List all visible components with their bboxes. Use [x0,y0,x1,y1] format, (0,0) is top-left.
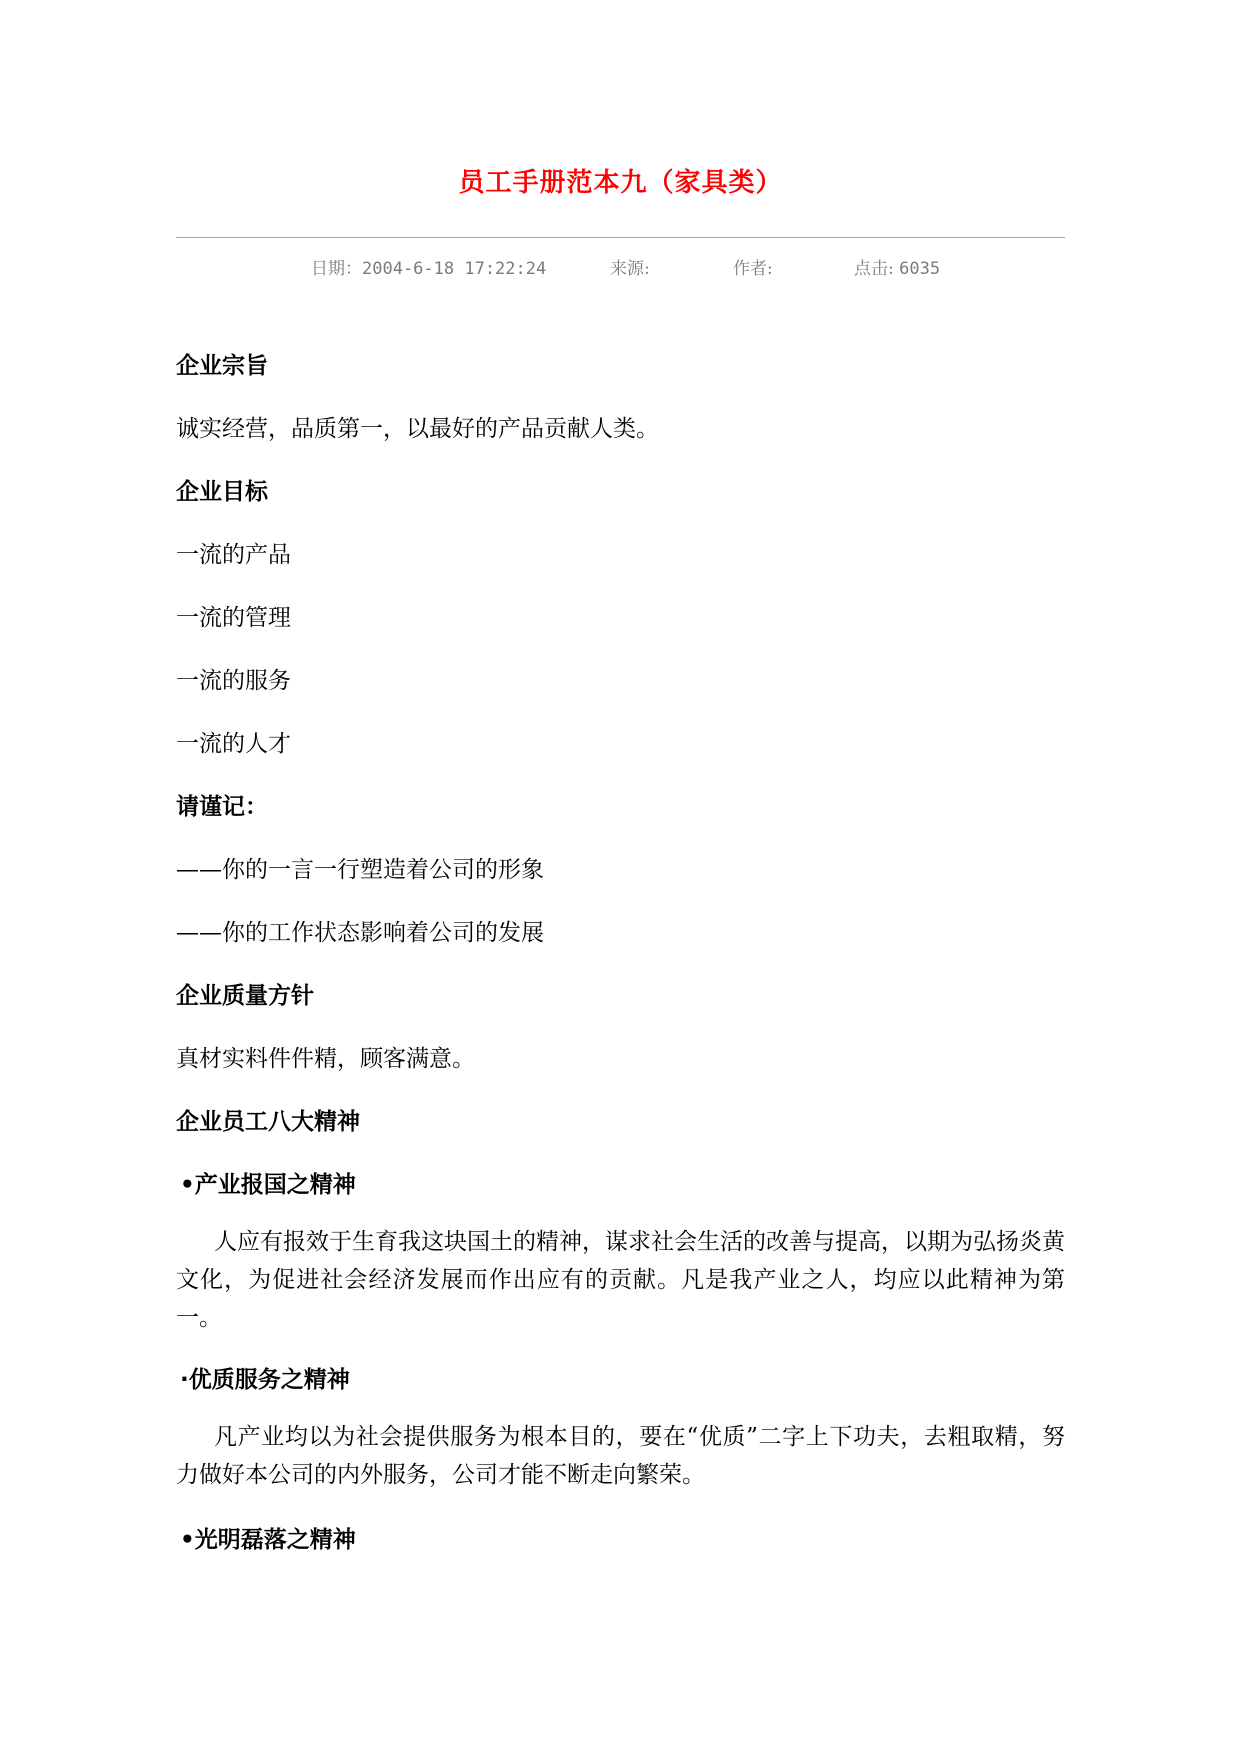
quality-text: 真材实料件件精，顾客满意。 [176,1046,475,1072]
meta-author-label: 作者: [733,259,773,279]
meta-hits-label: 点击: [854,259,894,279]
spirit-text: 人应有报效于生育我这块国土的精神，谋求社会生活的改善与提高，以期为弘扬炎黄文化，为促进社会经济发展而作出应有的贡献。凡是我产业之人，均应以此精神为第一。 [176,1229,1065,1331]
meta-date-label: 日期： [311,259,362,279]
meta-hits [854,254,940,279]
meta-date-value: 2004-6-18 17:22:24 [362,259,547,279]
purpose-text: 诚实经营，品质第一，以最好的产品贡献人类。 [176,416,659,442]
title-divider [176,237,1065,238]
quality-heading: 企业质量方针 [176,983,314,1009]
purpose-heading: 企业宗旨 [176,353,268,379]
spirit-text: 凡产业均以为社会提供服务为根本目的，要在“优质”二字上下功夫，去粗取精，努力做好本公司的内外服务，公司才能不断走向繁荣。 [176,1424,1065,1488]
document-title: 员工手册范本九（家具类） [458,168,783,198]
remember-item: ——你的一言一行塑造着公司的形象 [176,857,544,883]
meta-source-label: 来源: [610,259,650,279]
goal-item: 一流的人才 [176,731,291,757]
remember-item: ——你的工作状态影响着公司的发展 [176,920,544,946]
meta-date [311,254,546,279]
spirit-heading: 企业员工八大精神 [176,1109,360,1135]
spirit-title: ·优质服务之精神 [180,1367,350,1393]
goal-item: 一流的产品 [176,542,291,568]
meta-author [733,254,773,279]
goal-item: 一流的管理 [176,605,291,631]
spirit-title: •产业报国之精神 [180,1172,356,1198]
spirit-title: •光明磊落之精神 [180,1527,356,1553]
meta-source [610,254,650,279]
remember-heading: 请谨记： [176,794,268,820]
goal-item: 一流的服务 [176,668,291,694]
goal-heading: 企业目标 [176,479,268,505]
meta-hits-value: 6035 [899,259,941,279]
